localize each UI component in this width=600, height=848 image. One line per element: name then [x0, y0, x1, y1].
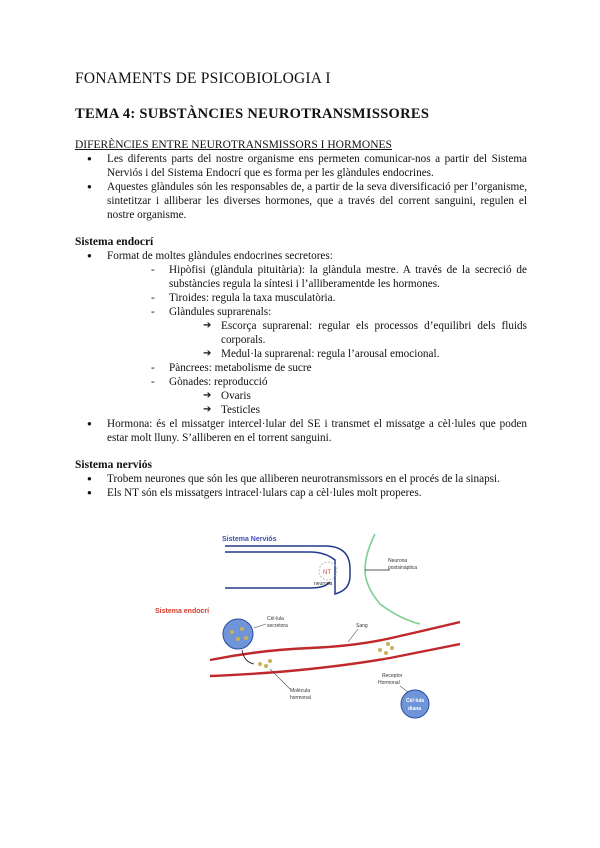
gonades-label: Gònades: reproducció	[169, 376, 268, 388]
list-item: ● Aquestes glàndules són les responsables de, a partir de la seva diversificació per l’organisme, sintetitzar i alliberar les diverses hormones, que a través del corrent sanguini, regulen el nostre organisme.	[75, 180, 527, 222]
list-item: ● Les diferents parts del nostre organisme ens permeten comunicar-nos a partir del Sistema Nerviós i del Sistema Endocrí que es forma per les glàndules endocrines.	[75, 152, 527, 180]
list-item-medul: ➔ Medul·la suprarenal: regula l’arousal emocional.	[201, 347, 527, 361]
hormone-dot	[390, 646, 394, 650]
molecule-label-1: Molècula	[290, 688, 311, 694]
list-item	[75, 249, 527, 417]
list-item-suprarenals	[147, 305, 527, 361]
hormone-dot	[236, 637, 240, 641]
hormone-dot	[264, 664, 268, 668]
hormone-dot	[240, 627, 244, 631]
list-item: ● Trobem neurones que són les que alliberen neurotransmissors en el procés de la sinapsi.	[75, 472, 527, 486]
list-item-hormona: ● Hormona: és el missatger intercel·lular del SE i transmet el missatge a cèl·lules que poden estar molt lluny. S’alliberen en el torrent sanguini.	[75, 417, 527, 445]
cell-label-1: Cèl·lula	[267, 616, 284, 622]
list-item-testicles: ➔ Testicles	[201, 403, 527, 417]
endocrine-title: Sistema endocrí	[155, 608, 210, 615]
molecule-label-2: hormonal	[290, 695, 311, 701]
cell-pointer	[254, 624, 266, 628]
tema-title: TEMA 4: SUBSTÀNCIES NEUROTRANSMISSORES	[75, 106, 430, 122]
hormone-dot	[244, 636, 248, 640]
target-label-1: Cèl·lula	[406, 698, 425, 704]
endocri-list	[75, 249, 527, 445]
list-item-pancrees: - Pàncrees: metabolisme de sucre	[147, 361, 527, 375]
section-heading-endocri: Sistema endocrí	[75, 236, 154, 248]
list-item-ovaris: ➔ Ovaris	[201, 389, 527, 403]
section-heading-differences: DIFERÈNCIES ENTRE NEUROTRANSMISSORS I HORMONES	[75, 139, 392, 151]
list-item-tiroides: - Tiroides: regula la taxa musculatòria.	[147, 291, 527, 305]
blood-vessel-bottom	[210, 644, 460, 676]
list-item-escorca: ➔ Escorça suprarenal: regular els processos d’equilibri dels fluids corporals.	[201, 319, 527, 347]
suprarenals-label: Glàndules suprarenals:	[169, 306, 272, 318]
secretory-cell	[223, 619, 253, 649]
hormone-dot	[384, 651, 388, 655]
sang-pointer	[348, 629, 358, 642]
differences-list	[75, 152, 527, 222]
postsyn-label-1: Neurona	[388, 558, 408, 564]
postsyn-label-2: postsinàptica	[388, 565, 418, 571]
receptor-label-1: Receptor	[382, 673, 403, 679]
nervios-list	[75, 472, 527, 500]
postsynaptic-neuron	[365, 534, 420, 624]
section-heading-nervios: Sistema nerviós	[75, 459, 152, 471]
list-item-hipofisi: - Hipòfisi (glàndula pituitària): la glàndula mestre. A través de la secreció de substàncies regula la síntesi i l’alliberamentde les hormones.	[147, 263, 527, 291]
page-title: FONAMENTS DE PSICOBIOLOGIA I	[75, 70, 331, 87]
hormone-dot	[378, 648, 382, 652]
comparison-diagram	[150, 524, 460, 730]
nt-label: NT	[323, 570, 331, 576]
target-label-2: diana	[408, 706, 422, 712]
hormone-dot	[386, 642, 390, 646]
suprarenals-sublist	[169, 319, 527, 361]
main-content	[75, 138, 527, 500]
hormone-dot	[230, 630, 234, 634]
gland-list	[107, 263, 527, 417]
nt-vs-hormone-figure	[150, 524, 460, 730]
list-item-gonades	[147, 375, 527, 417]
target-cell	[401, 690, 429, 718]
receptor-label-2: Hormonal	[378, 680, 400, 686]
neurona-label: neurona	[314, 581, 333, 587]
receptor-pointer	[400, 686, 408, 692]
endocri-intro: Format de moltes glàndules endocrines secretores:	[107, 250, 333, 262]
hormone-dot	[268, 659, 272, 663]
nervous-title: Sistema Nerviós	[222, 536, 277, 543]
sang-label: Sang	[356, 623, 368, 629]
cell-label-2: secretora	[267, 623, 288, 629]
list-item: ● Els NT són els missatgers intracel·lulars cap a cèl·lules molt properes.	[75, 486, 527, 500]
gonades-sublist	[169, 389, 527, 417]
hormone-dot	[258, 662, 262, 666]
